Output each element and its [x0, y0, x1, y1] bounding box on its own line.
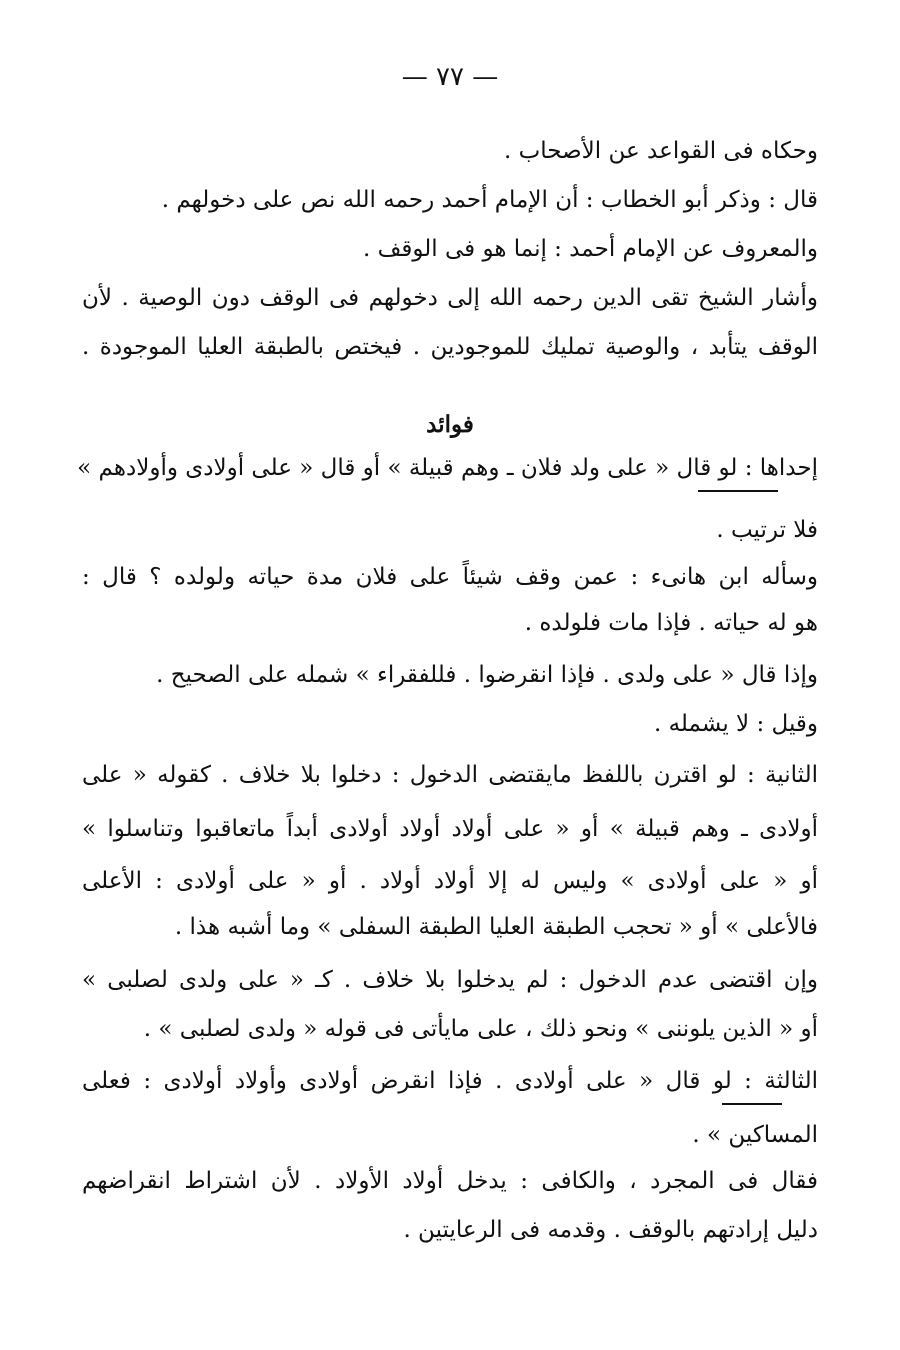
text-line: وسأله ابن هانىء : عمن وقف شيئاً على فلان مدة حياته ولولده ؟ قال : [82, 564, 818, 590]
text-line: وإن اقتضى عدم الدخول : لم يدخلوا بلا خلاف . كـ « على ولدى لصلبى » [82, 967, 818, 993]
heading-underline [722, 1103, 782, 1105]
text-line: قال : وذكر أبو الخطاب : أن الإمام أحمد رحمه الله نص على دخولهم . [161, 187, 818, 213]
text-line: فالأعلى » أو « تحجب الطبقة العليا الطبقة السفلى » وما أشبه هذا . [174, 914, 818, 940]
text-line: أولادى ـ وهم قبيلة » أو « على أولاد أولاد أولادى أبداً ماتعاقبوا وتناسلوا » [82, 816, 818, 842]
text-line: دليل إرادتهم بالوقف . وقدمه فى الرعايتين . [403, 1217, 818, 1243]
text-line: المساكين » . [692, 1122, 818, 1148]
text-line: الوقف يتأبد ، والوصية تمليك للموجودين . فيختص بالطبقة العليا الموجودة . [82, 334, 818, 360]
text-line: هو له حياته . فإذا مات فلولده . [524, 610, 818, 636]
text-line: وحكاه فى القواعد عن الأصحاب . [504, 138, 818, 164]
text-line: أو « الذين يلوننى » ونحو ذلك ، على مايأتى فى قوله « ولدى لصلبى » . [143, 1016, 818, 1042]
text-line: أو « على أولادى » وليس له إلا أولاد أولاد . أو « على أولادى : الأعلى [82, 868, 818, 894]
text-line: وقيل : لا يشمله . [653, 711, 818, 737]
heading-underline [698, 490, 778, 492]
text-line: وإذا قال « على ولدى . فإذا انقرضوا . فللفقراء » شمله على الصحيح . [156, 662, 818, 688]
text-line: فقال فى المجرد ، والكافى : يدخل أولاد الأولاد . لأن اشتراط انقراضهم [82, 1168, 818, 1194]
text-line: والمعروف عن الإمام أحمد : إنما هو فى الوقف . [362, 236, 818, 262]
text-line: الثالثة : لو قال « على أولادى . فإذا انقرض أولادى وأولاد أولادى : فعلى [82, 1068, 818, 1094]
text-line: فلا ترتيب . [716, 517, 818, 543]
section-heading: فوائد [426, 411, 474, 438]
text-line: الثانية : لو اقترن باللفظ مايقتضى الدخول : دخلوا بلا خلاف . كقوله « على [82, 762, 818, 788]
text-line: وأشار الشيخ تقى الدين رحمه الله إلى دخولهم فى الوقف دون الوصية . لأن [82, 285, 818, 311]
text-line: إحداها : لو قال « على ولد فلان ـ وهم قبيلة » أو قال « على أولادى وأولادهم » [77, 455, 818, 481]
page-number: — ٧٧ — [401, 62, 499, 92]
